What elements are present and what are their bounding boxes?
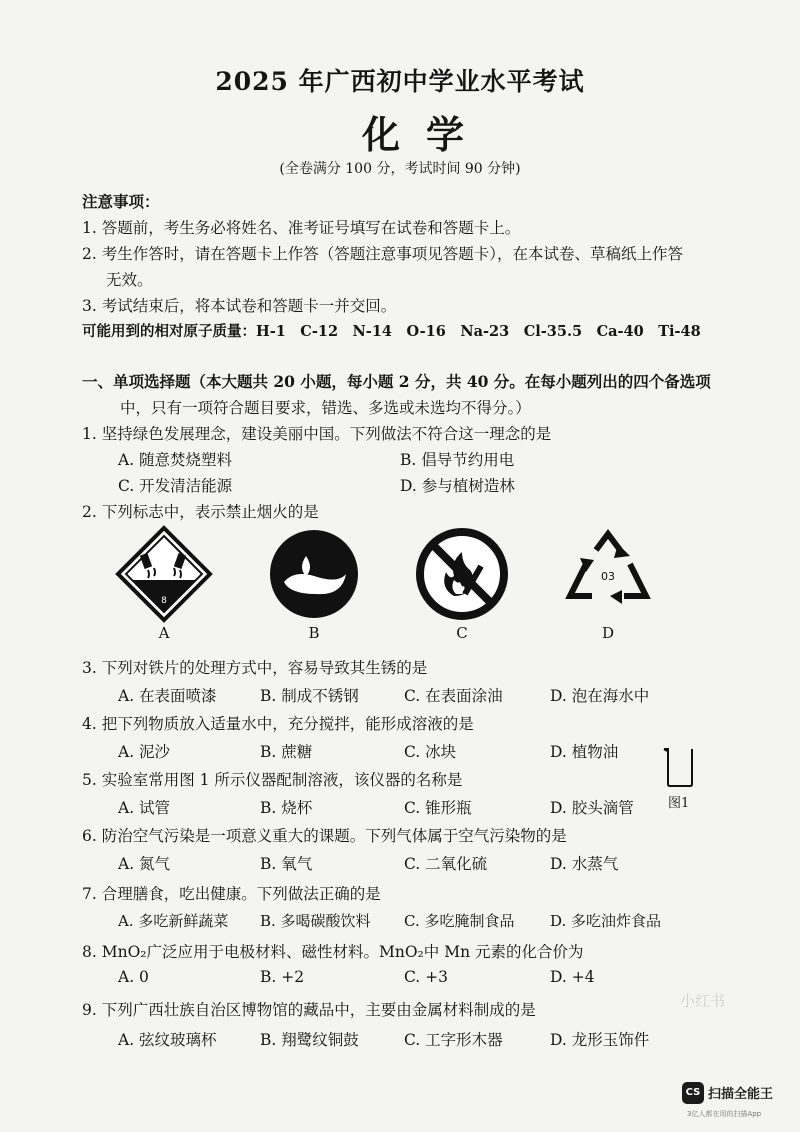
scanner-tagline: 3亿人都在用的扫描App [687,1110,762,1118]
exam-title: 2025 年广西初中学业水平考试 [215,67,585,96]
beaker-figure-icon [662,746,696,788]
option-c: C. 工字形木器 [404,1031,503,1049]
option-c: C. 多吃腌制食品 [404,912,515,930]
option-d: D. 水蒸气 [550,855,619,873]
toxic-sign-icon [264,524,364,624]
option-a: A. 弦纹玻璃杯 [118,1031,217,1049]
question-stem: 1. 坚持绿色发展理念，建设美丽中国。下列做法不符合这一理念的是 [82,425,552,443]
option-b: B. 制成不锈钢 [260,687,359,705]
option-a: A. 多吃新鲜蔬菜 [118,912,229,930]
option-c: C. 冰块 [404,743,457,761]
notice-item: 3. 考试结束后，将本试卷和答题卡一并交回。 [82,297,397,315]
option-b: B. +2 [260,968,305,986]
score-note: (全卷满分 100 分，考试时间 90 分钟) [279,161,521,177]
option-b: B. 蔗糖 [260,743,313,761]
notice-item: 1. 答题前，考生务必将姓名、准考证号填写在试卷和答题卡上。 [82,219,521,237]
camscanner-logo-icon: CS [682,1082,704,1104]
option-c: C. 在表面涂油 [404,687,503,705]
atomic-masses: 可能用到的相对原子质量：H-1 C-12 N-14 O-16 Na-23 Cl-35.5 Ca-40 Ti-48 [82,323,701,340]
sign-label-d: D [601,624,615,642]
corrosive-sign-icon [114,524,214,624]
question-stem: 6. 防治空气污染是一项意义重大的课题。下列气体属于空气污染物的是 [82,827,567,845]
scanner-app-name: 扫描全能王 [708,1087,774,1102]
option-a: A. 试管 [118,799,171,817]
option-d: D. 泡在海水中 [550,687,650,705]
option-b: B. 烧杯 [260,799,313,817]
option-a: A. 0 [118,968,149,986]
option-a: A. 随意焚烧塑料 [118,451,233,469]
option-a: A. 氮气 [118,855,171,873]
option-d: D. 龙形玉饰件 [550,1031,650,1049]
sign-label-c: C [456,624,468,642]
option-c: C. 锥形瓶 [404,799,472,817]
recycle-code: 03 [601,570,615,583]
option-d: D. +4 [550,968,595,986]
question-stem: 5. 实验室常用图 1 所示仪器配制溶液，该仪器的名称是 [82,771,463,789]
question-stem: 7. 合理膳食，吃出健康。下列做法正确的是 [82,885,381,903]
question-stem: 3. 下列对铁片的处理方式中，容易导致其生锈的是 [82,659,428,677]
option-a: A. 在表面喷漆 [118,687,217,705]
option-b: B. 多喝碳酸饮料 [260,912,371,930]
option-d: D. 胶头滴管 [550,799,634,817]
section-heading: 一、单项选择题（本大题共 20 小题，每小题 2 分，共 40 分。在每小题列出的四个备选项 [82,372,711,391]
subject-title: 化学 [361,112,490,157]
option-c: C. +3 [404,968,449,986]
question-stem: 4. 把下列物质放入适量水中，充分搅拌，能形成溶液的是 [82,715,474,733]
watermark: 小红书 [680,992,726,1010]
hazard-class-number: 8 [161,596,167,606]
option-d: D. 参与植树造林 [400,477,515,495]
option-b: B. 翔鹭纹铜鼓 [260,1031,359,1049]
notice-heading: 注意事项： [82,192,160,211]
recycle-sign-icon [558,524,658,624]
option-a: A. 泥沙 [118,743,171,761]
option-b: B. 倡导节约用电 [400,451,515,469]
option-d: D. 多吃油炸食品 [550,912,662,930]
question-stem: 9. 下列广西壮族自治区博物馆的藏品中，主要由金属材料制成的是 [82,1001,536,1019]
sign-label-a: A [158,624,170,642]
option-c: C. 二氧化硫 [404,855,488,873]
question-stem: 8. MnO₂广泛应用于电极材料、磁性材料。MnO₂中 Mn 元素的化合价为 [82,943,584,961]
section-heading-cont: 中，只有一项符合题目要求，错选、多选或未选均不得分。） [120,399,531,417]
option-d: D. 植物油 [550,743,619,761]
figure-label: 图1 [668,796,690,811]
sign-label-b: B [308,624,320,642]
notice-item: 2. 考生作答时，请在答题卡上作答（答题注意事项见答题卡），在本试卷、草稿纸上作答 [82,245,683,263]
option-c: C. 开发清洁能源 [118,477,233,495]
notice-item: 无效。 [106,271,153,289]
question-stem: 2. 下列标志中，表示禁止烟火的是 [82,503,319,521]
no-fire-sign-icon [412,524,512,624]
option-b: B. 氧气 [260,855,313,873]
